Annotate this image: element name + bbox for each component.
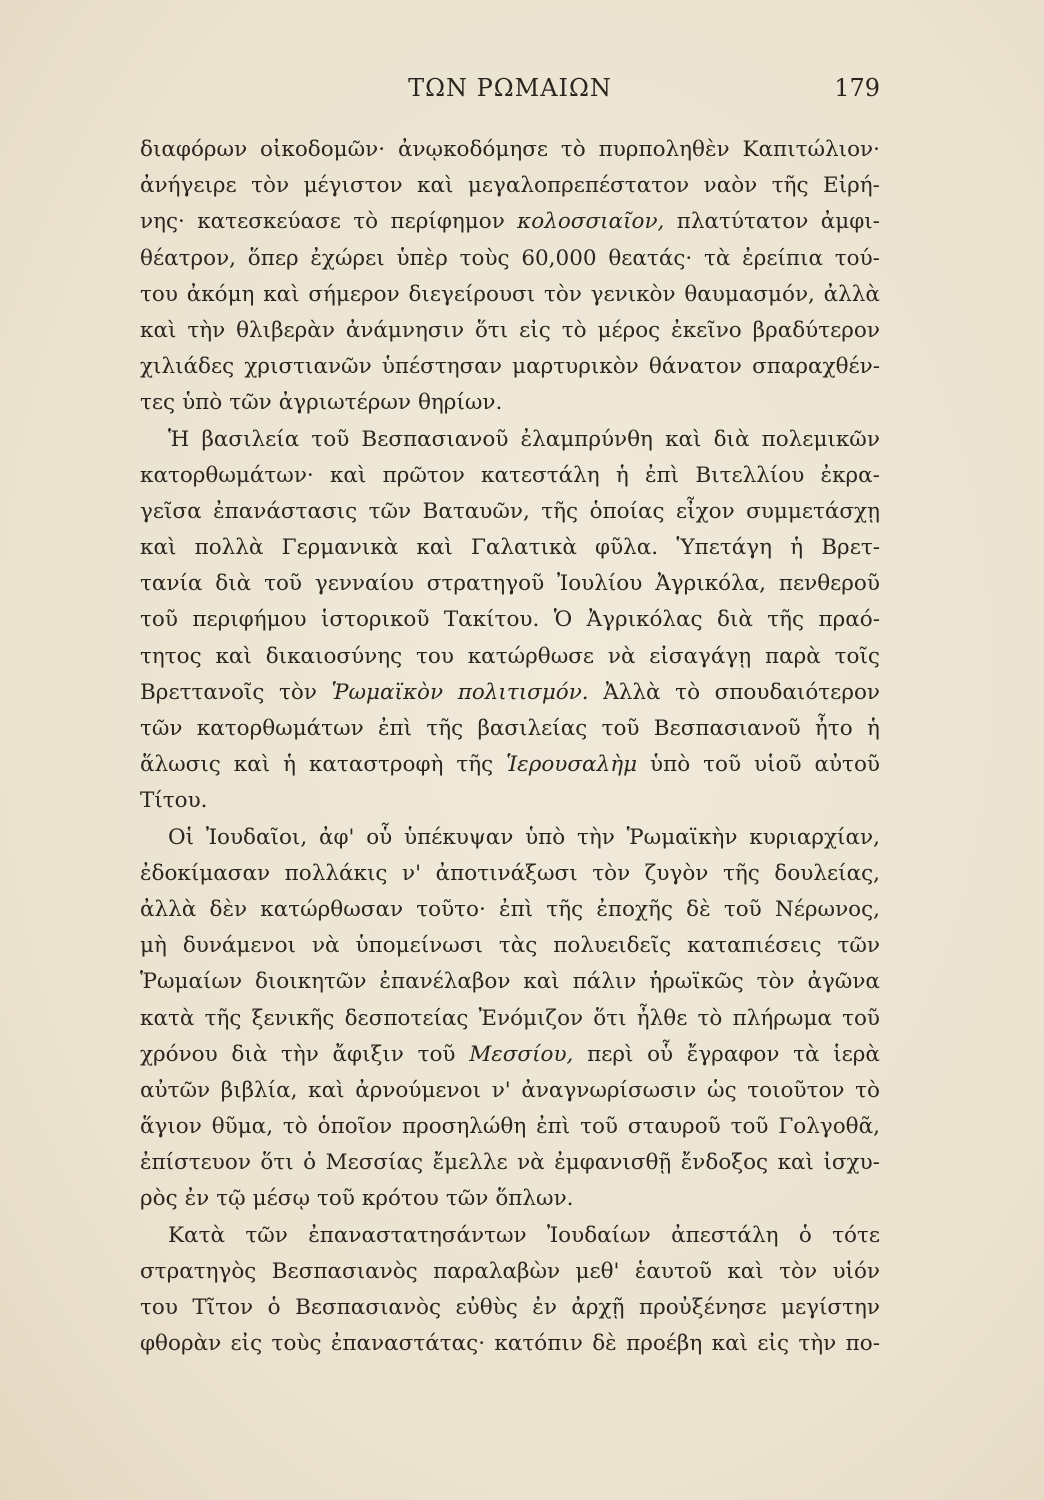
text-line: χιλιάδες χριστιανῶν ὑπέστησαν μαρτυρικὸν θάνατον σπαραχθέν- [140,354,880,380]
text-line: γεῖσα ἐπανάστασις τῶν Βαταυῶν, τῆς ὁποίας εἶχον συμμετάσχῃ [140,498,880,524]
text-line: στρατηγὸς Βεσπασιανὸς παραλαβὼν μεθ' ἑαυτοῦ καὶ τὸν υἱόν [140,1258,880,1284]
text-line: τοῦ περιφήμου ἱστορικοῦ Τακίτου. Ὁ Ἀγρικόλας διὰ τῆς πραό- [140,607,880,633]
text-line: τες ὑπὸ τῶν ἀγριωτέρων θηρίων. [140,390,503,416]
text-line: διαφόρων οἰκοδομῶν· ἀνῳκοδόμησε τὸ πυρποληθὲν Καπιτώλιον· [140,137,880,162]
text-line: φθορὰν εἰς τοὺς ἐπαναστάτας· κατόπιν δὲ προέβη καὶ εἰς τὴν πο- [140,1331,880,1357]
text-line: νης· κατεσκεύασε τὸ περίφημον κολοσσιαῖον, πλατύτατον ἀμφι- [140,209,880,235]
text-line: κατὰ τῆς ξενικῆς δεσποτείας Ἐνόμιζον ὅτι ἦλθε τὸ πλήρωμα τοῦ [140,1005,880,1031]
page-header [140,74,880,114]
text-line: του Τῖτον ὁ Βεσπασιανὸς εὐθὺς ἐν ἀρχῇ προὐξένησε μεγίστην [140,1295,880,1320]
text-line: του ἀκόμη καὶ σήμερον διεγείρουσι τὸν γενικὸν θαυμασμόν, ἀλλὰ [140,281,880,307]
text-line: μὴ δυνάμενοι νὰ ὑπομείνωσι τὰς πολυειδεῖς καταπιέσεις τῶν [140,933,880,959]
page-number: 179 [834,74,880,102]
text-line: Κατὰ τῶν ἐπαναστατησάντων Ἰουδαίων ἀπεστάλη ὁ τότε [168,1222,880,1248]
text-line: τῶν κατορθωμάτων ἐπὶ τῆς βασιλείας τοῦ Βεσπασιανοῦ ἦτο ἡ [140,716,880,741]
text-line: Βρεττανοῖς τὸν Ῥωμαϊκὸν πολιτισμόν. Ἀλλὰ τὸ σπουδαιότερον [140,679,880,705]
body-text [140,132,880,1362]
text-line: ἀλλὰ δὲν κατώρθωσαν τοῦτο· ἐπὶ τῆς ἐποχῆς δὲ τοῦ Νέρωνος, [140,896,880,922]
text-line: θέατρον, ὅπερ ἐχώρει ὑπὲρ τοὺς 60,000 θεατάς· τὰ ἐρείπια τού- [140,245,880,271]
text-line: τητος καὶ δικαιοσύνης του κατώρθωσε νὰ εἰσαγάγῃ παρὰ τοῖς [140,643,880,669]
running-title: ΤΩΝ ΡΩΜΑΙΩΝ [408,74,612,102]
text-line: Ῥωμαίων διοικητῶν ἐπανέλαβον καὶ πάλιν ἡρωϊκῶς τὸν ἀγῶνα [140,969,880,995]
text-line: κατορθωμάτων· καὶ πρῶτον κατεστάλη ἡ ἐπὶ Βιτελλίου ἐκρα- [140,462,880,488]
text-line: τανία διὰ τοῦ γενναίου στρατηγοῦ Ἰουλίου Ἀγρικόλα, πενθεροῦ [140,571,880,597]
text-line: ρὸς ἐν τῷ μέσῳ τοῦ κρότου τῶν ὅπλων. [140,1186,574,1212]
text-line: ἅγιον θῦμα, τὸ ὁποῖον προσηλώθη ἐπὶ τοῦ σταυροῦ τοῦ Γολγοθᾶ, [140,1114,880,1140]
text-line: ἐπίστευον ὅτι ὁ Μεσσίας ἔμελλε νὰ ἐμφανισθῇ ἔνδοξος καὶ ἰσχυ- [140,1150,880,1176]
text-line: αὐτῶν βιβλία, καὶ ἀρνούμενοι ν' ἀναγνωρίσωσιν ὡς τοιοῦτον τὸ [140,1077,880,1103]
text-line: ἀνήγειρε τὸν μέγιστον καὶ μεγαλοπρεπέστατον ναὸν τῆς Εἰρή- [140,173,880,199]
text-line: χρόνου διὰ τὴν ἄφιξιν τοῦ Μεσσίου, περὶ οὗ ἔγραφον τὰ ἱερὰ [140,1041,880,1067]
text-line: Ἡ βασιλεία τοῦ Βεσπασιανοῦ ἐλαμπρύνθη καὶ διὰ πολεμικῶν [168,426,880,452]
text-line: ἅλωσις καὶ ἡ καταστροφὴ τῆς Ἱερουσαλὴμ ὑπὸ τοῦ υἱοῦ αὐτοῦ [140,752,880,778]
text-line: Οἱ Ἰουδαῖοι, ἀφ' οὗ ὑπέκυψαν ὑπὸ τὴν Ῥωμαϊκὴν κυριαρχίαν, [168,824,880,850]
text-line: καὶ πολλὰ Γερμανικὰ καὶ Γαλατικὰ φῦλα. Ὑπετάγη ἡ Βρετ- [140,535,880,561]
text-line: ἐδοκίμασαν πολλάκις ν' ἀποτινάξωσι τὸν ζυγὸν τῆς δουλείας, [140,860,880,886]
text-line: καὶ τὴν θλιβερὰν ἀνάμνησιν ὅτι εἰς τὸ μέρος ἐκεῖνο βραδύτερον [140,317,880,343]
text-line: Τίτου. [140,788,208,814]
